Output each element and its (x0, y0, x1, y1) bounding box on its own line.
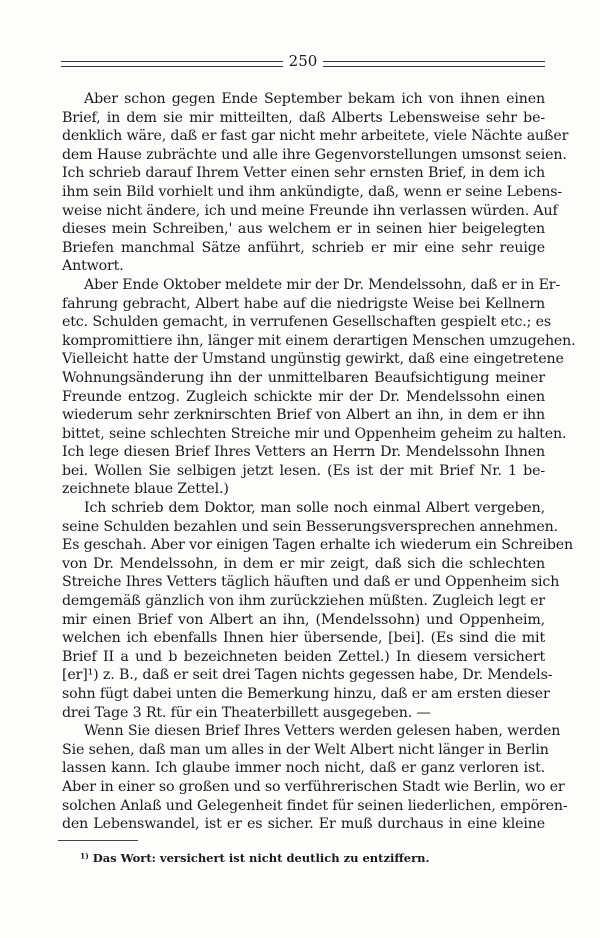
text-line: wiederum sehr zerknirschten Brief von Albert an ihn, in dem er ihn (62, 407, 545, 424)
text-line: von Dr. Mendelssohn, in dem er mir zeigt, daß sich die schlechten (62, 555, 545, 572)
text-line: Freunde entzog. Zugleich schickte mir der Dr. Mendelssohn einen (62, 388, 545, 405)
text-line: Aber Ende Oktober meldete mir der Dr. Mendelssohn, daß er in Er- (84, 276, 561, 293)
text-line: kompromittiere ihn, länger mit einem derartigen Menschen umzugehen. (62, 332, 576, 349)
text-line: drei Tage 3 Rt. für ein Theaterbillett ausgegeben. — (62, 704, 431, 721)
text-line: Antwort. (62, 258, 124, 275)
text-line: Es geschah. Aber vor einigen Tagen erhalte ich wiederum ein Schreiben (62, 537, 573, 554)
text-line: seine Schulden bezahlen und sein Besserungsversprechen annehmen. (62, 518, 558, 535)
footnote-separator (58, 840, 138, 841)
text-line: Vielleicht hatte der Umstand ungünstig gewirkt, daß eine eingetretene (62, 351, 564, 368)
text-line: zeichnete blaue Zettel.) (62, 481, 229, 498)
text-line: bittet, seine schlechten Streiche mir und Oppenheim geheim zu halten. (62, 425, 567, 442)
text-line: bei. Wollen Sie selbigen jetzt lesen. (Es ist der mit Brief Nr. 1 be- (62, 462, 545, 479)
text-line: demgemäß gänzlich von ihm zurückziehen müßten. Zugleich legt er (62, 593, 545, 610)
text-line: Wenn Sie diesen Brief Ihres Vetters werden gelesen haben, werden (84, 723, 561, 740)
footnote-marker: 1) (80, 851, 89, 861)
body-text (62, 90, 576, 834)
text-line: dem Hause zubrächte und alle ihre Gegenvorstellungen umsonst seien. (62, 146, 567, 163)
text-line: mir einen Brief von Albert an ihn, (Mendelssohn) und Oppenheim, (62, 611, 545, 628)
text-line: etc. Schulden gemacht, in verrufenen Gesellschaften gespielt etc.; es (62, 314, 551, 331)
text-line: Ich schrieb dem Doktor, man solle noch einmal Albert vergeben, (84, 500, 545, 517)
text-line: denklich wäre, daß er fast gar nicht mehr arbeitete, viele Nächte außer (62, 128, 569, 145)
header-rule-left (61, 61, 283, 67)
text-line: weise nicht ändere, ich und meine Freunde ihn verlassen würden. Auf (62, 202, 558, 219)
text-line: Aber schon gegen Ende September bekam ich von ihnen einen (84, 91, 545, 107)
text-line: solchen Anlaß und Gelegenheit findet für seinen liederlichen, empören- (62, 797, 568, 814)
text-line: Streiche Ihres Vetters täglich häuften und daß er und Oppenheim sich (62, 574, 560, 591)
text-line: welchen ich ebenfalls Ihnen hier übersende, [bei]. (Es sind die mit (62, 630, 545, 647)
text-line: Brief, in dem sie mir mitteilten, daß Alberts Lebensweise sehr be- (62, 109, 545, 126)
text-line: fahrung gebracht, Albert habe auf die niedrigste Weise bei Kellnern (62, 295, 545, 312)
text-line: Wohnungsänderung ihn der unmittelbaren Beaufsichtigung meiner (62, 369, 545, 386)
text-line: Aber in einer so großen und so verführerischen Stadt wie Berlin, wo er (62, 778, 565, 795)
text-line: dieses mein Schreiben,' aus welchem er in seinen hier beigelegten (62, 221, 545, 238)
footnote-text: Das Wort: versichert ist nicht deutlich zu entziffern. (92, 851, 430, 865)
page-number: 250 (288, 52, 318, 70)
text-line: Ich lege diesen Brief Ihres Vetters an Herrn Dr. Mendelssohn Ihnen (62, 444, 545, 461)
text-line: Brief II a und b bezeichneten beiden Zettel.) In diesem versichert (62, 648, 545, 665)
text-line: [er]¹) z. B., daß er seit drei Tagen nichts gegessen habe, Dr. Mendels- (62, 667, 553, 684)
text-line: den Lebenswandel, ist er es sicher. Er muß durchaus in eine kleine (62, 816, 545, 833)
text-line: sohn fügt dabei unten die Bemerkung hinzu, daß er am ersten dieser (62, 686, 550, 702)
text-line: Briefen manchmal Sätze anführt, schrieb er mir eine sehr reuige (62, 239, 545, 256)
text-line: lassen kann. Ich glaube immer noch nicht, daß er ganz verloren ist. (62, 760, 545, 777)
text-line: Ich schrieb darauf Ihrem Vetter einen sehr ernsten Brief, in dem ich (62, 165, 545, 182)
text-line: ihm sein Bild vorhielt und ihm ankündigte, daß, wenn er seine Lebens- (62, 183, 563, 200)
footnote (80, 850, 430, 866)
text-line: Sie sehen, daß man um alles in der Welt Albert nicht länger in Berlin (62, 741, 549, 758)
header-rule-right (323, 61, 545, 67)
page-header (61, 53, 545, 71)
